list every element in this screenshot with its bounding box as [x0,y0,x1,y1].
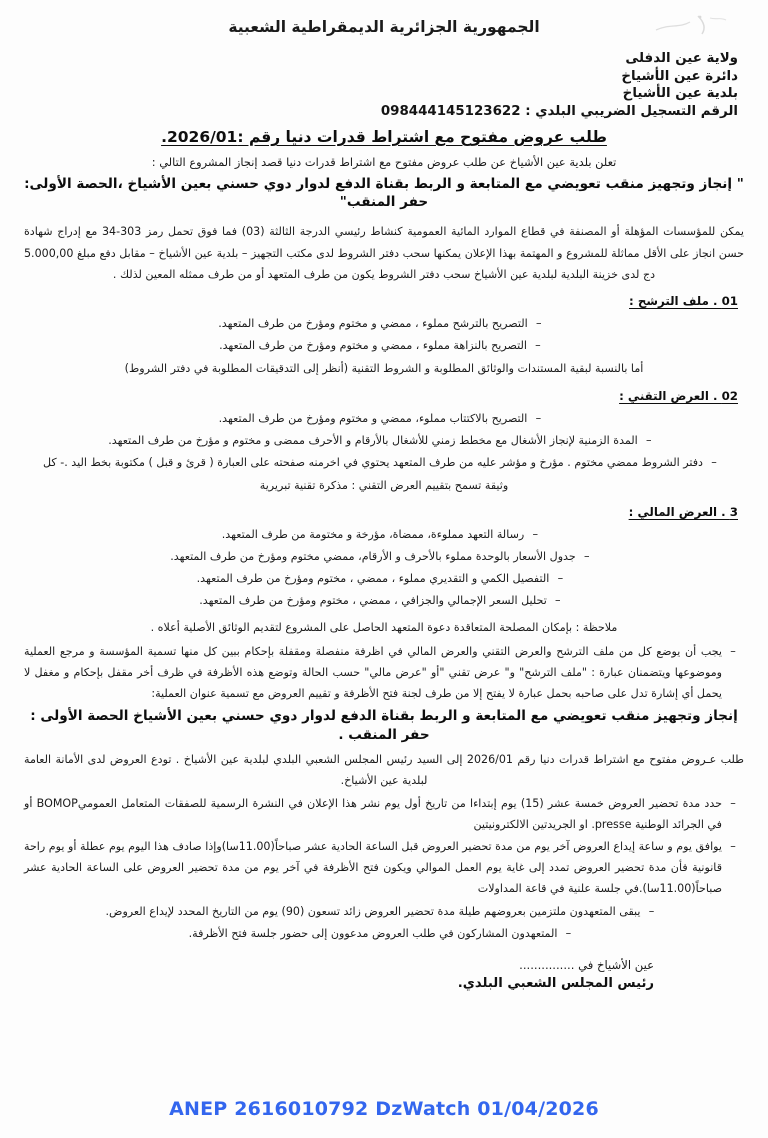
signature-title: رئيس المجلس الشعبي البلدي. [457,975,654,991]
dash-bullet-icon: – [565,926,572,940]
list-item [24,335,744,356]
dash-bullet-icon: – [648,904,655,918]
daira-line: دائرة عين الأشياخ [621,68,738,84]
signature-place-line: عين الأشياخ في ............... [519,957,654,972]
list-item [24,836,744,899]
list-item [24,452,744,473]
dash-bullet-icon: – [532,527,538,541]
section-heading-financial-offer: 3 . العرض المالي : [628,504,738,519]
eligibility-paragraph: يمكن للمؤسسات المؤهلة أو المصنفة في قطاع الموارد المائية العمومية كنشاط رئيسي الدرجة الثالثة (03) فما فوق تحمل رمز 303-34 مع إدراج شهادة حسن انجاز على الأقل مماثلة للمشروع و المهتمة بهذا الإعلان يمكنها سحب دفتر الشروط لدى مكتب التجهيز – بلدية عين الأشياخ – مقابل دفع مبلغ 5.000,00 دج لدى خزينة البلدية لبلدية عين الأشياخ سحب دفتر الشروط يكون من طرف المتعهد أو من طرف ممثله المعين لذلك . [24,225,745,282]
page-title: طلب عروض مفتوح مع اشتراط قدرات دنيا رقم :2026/01. [161,127,607,146]
list-item-text: التفصيل الكمي و التقديري مملوء ، ممضي ، مختوم ومؤرخ من طرف المتعهد. [196,572,550,586]
signature-block [24,958,744,991]
republic-header: الجمهورية الجزائرية الديمقراطية الشعبية [228,18,540,36]
condition-preparation-period: حدد مدة تحضير العروض خمسة عشر (15) يوم إبتداءا من تاريخ أول يوم نشر هذا الإعلان في النشرة الرسمية للصفقات المتعامل العموميBOMOP أو في الجرائد الوطنية presse. او الجريدتين الالكترونيتين [24,797,723,832]
dash-bullet-icon: – [646,433,652,447]
condition-validity-period: يبقى المتعهدون ملتزمين بعروضهم طيلة مدة تحضير العروض زائد تسعون (90) يوم من التاريخ المحدد لإيداع العروض. [105,904,641,918]
anep-footer-reference: ANEP 2616010792 DzWatch 01/04/2026 [169,1098,599,1120]
list-item-text: جدول الأسعار بالوحدة مملوء بالأحرف و الأرقام، ممضي مختوم ومؤرخ من طرف المتعهد. [170,549,576,563]
condition-deposit-time: يوافق يوم و ساعة إيداع العروض آخر يوم من مدة تحضير العروض قبل الساعة الحادية عشر صباحاً(11.00سا)وإذا صادف هذا اليوم يوم عطلة أو يوم راحة قانونية فأن مدة تحضير العروض تمدد إلى غاية يوم العمل الموالي ويكون فتح الأظرفة في آخر يوم من مدة تحضير العروض على الساعة الحادية عشر صباحاً(11.00سا).في جلسة علنية في قاعة المداولات [24,840,722,896]
list-item [24,524,744,545]
project-title: " إنجاز وتجهيز منقب تعويضي مع المتابعة و الربط بقناة الدفع لدوار دوي حسني بعين الأشياخ ،الحصة الأولى: حفر المنقب" [24,175,744,211]
dash-bullet-icon: – [557,572,564,586]
wilaya-line: ولاية عين الدفلى [625,51,738,66]
dash-bullet-icon: – [730,840,736,854]
technical-offer-items-list [24,408,744,473]
list-item [24,793,744,835]
dash-bullet-icon: – [583,549,590,563]
tax-registration-number: 098444145123622 [380,104,521,120]
section-heading-candidature: 01 . ملف الترشح : [629,294,738,309]
contracting-service-note: ملاحظة : بإمكان المصلحة المتعاقدة دعوة المتعهد الحاصل على المشروع لتقديم الوثائق الأصلية أعلاه . [150,621,618,635]
dash-bullet-icon: – [555,594,561,608]
list-item-text: رسالة التعهد مملوءة، ممضاة، مؤرخة و مختومة من طرف المتعهد. [221,527,525,541]
baladia-line: بلدية عين الأشياخ [622,86,738,102]
dash-bullet-icon: – [535,317,542,331]
dash-bullet-icon: – [711,455,717,469]
financial-offer-items-list [24,524,744,611]
list-item [24,430,744,451]
dash-bullet-icon: – [535,411,542,425]
dash-bullet-icon: – [730,797,736,811]
envelope-paragraph: يجب أن يوضع كل من ملف الترشح والعرض التقني والعرض المالي في اظرفة منفصلة ومقفلة بإحكام ببين كل منها تسمية المؤسسة و مرجع العملية وموضوعها ويتضمنان عبارة : "ملف الترشح" و" عرض تقني "أو "عرض مالي" حسب الحالة وتوضع هذه الأظرفة في ظرف أخر مقفل بإحكام و مغفل لا يحمل أي إشارة تدل على صاحبه بحمل عبارة لا يفتح إلا من طرف لجنة فتح الأظرفة و تقييم العروض مع تسمية عنوان العملية: [24,645,722,701]
list-item-text: دفتر الشروط ممضي مختوم . مؤرخ و مؤشر عليه من طرف المتعهد يحتوي في اخرمنه صفحته على العبارة ( قرئ و قبل ) مكتوبة بخط اليد .- كل [43,455,703,469]
list-item [24,641,744,704]
technical-offer-footnote: وثيقة تسمح بتقييم العرض التقني : مذكرة تقنية تبريرية [259,478,509,492]
deposit-paragraph: طلب عـروض مفتوح مع اشتراط قدرات دنيا رقم 2026/01 إلى السيد رئيس المجلس الشعبي البلدي لبلدية عين الأشياخ . تودع العروض لدى الأمانة العامة لبلدية عين الأشياخ. [24,752,744,787]
tax-registration-line [24,103,738,121]
list-item [24,901,744,922]
list-item [24,590,744,611]
list-item-text: المدة الزمنية لإنجاز الأشغال مع مخطط زمني للأشغال بالأرقام و الأحرف ممضى و مختوم و مؤرخ من طرف المتعهد. [108,433,638,447]
list-item [24,408,744,429]
list-item [24,568,744,589]
intro-line: تعلن بلدية عين الأشياخ عن طلب عروض مفتوح مع اشتراط قدرات دنيا قصد إنجاز المشروع التالي : [151,154,617,169]
envelope-instructions-list [24,641,744,704]
envelope-operation-emphasis: إنجاز وتجهيز منقب تعويضي مع المتابعة و الربط بقناة الدفع لدوار دوي حسني بعين الأشياخ الحصة الأولى : حفر المنقب . [30,707,738,743]
list-item [24,923,744,944]
list-item [24,546,744,567]
dash-bullet-icon: – [730,645,736,659]
list-item-text: التصريح بالترشح مملوء ، ممضي و مختوم ومؤرخ من طرف المتعهد. [218,317,528,331]
candidature-items-list [24,313,744,356]
tax-registration-label: الرقم التسجيل الضريبي البلدي : [525,104,738,120]
list-item [24,313,744,334]
dash-bullet-icon: – [535,339,541,353]
list-item-text: التصريح بالنزاهة مملوء ، ممضي و مختوم ومؤرخ من طرف المتعهد. [219,339,527,353]
candidature-footnote: أما بالنسبة لبقية المستندات والوثائق المطلوبة و الشروط التقنية (أنظر إلى التدقيقات المطلوبة في دفتر الشروط) [124,362,644,376]
administration-block [24,50,744,121]
condition-opening-invitation: المتعهدون المشاركون في طلب العروض مدعوون إلى حضور جلسة فتح الأظرفة. [188,926,558,940]
conditions-list [24,793,744,944]
section-heading-technical-offer: 02 . العرض التقني : [619,388,738,403]
list-item-text: تحليل السعر الإجمالي والجزافي ، ممضي ، مختوم ومؤرخ من طرف المتعهد. [199,594,547,608]
list-item-text: التصريح بالاكتتاب مملوء، ممضي و مختوم ومؤرخ من طرف المتعهد. [218,411,528,425]
